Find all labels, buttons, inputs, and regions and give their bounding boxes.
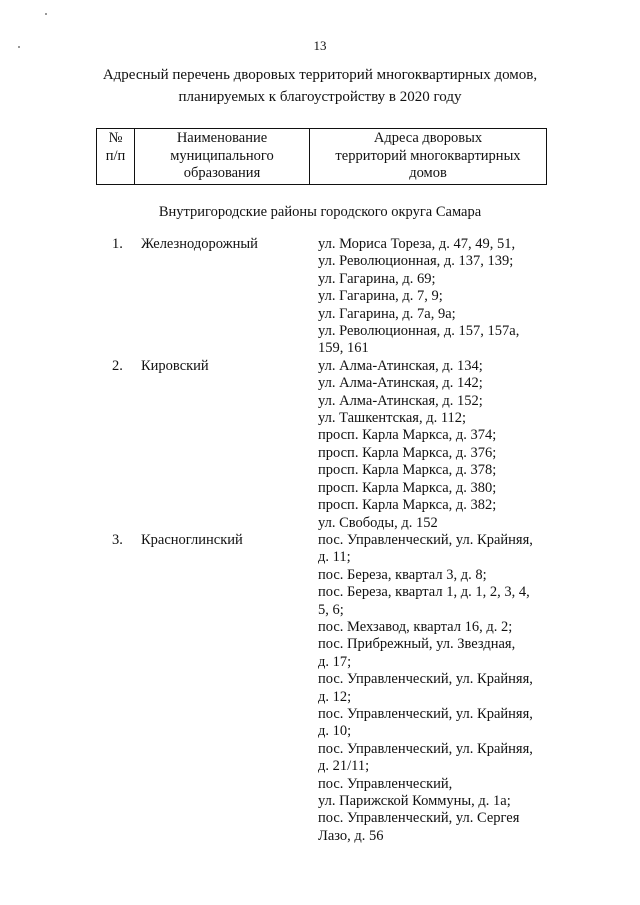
address-line: ул. Ташкентская, д. 112; bbox=[318, 410, 467, 427]
table-header-row bbox=[97, 129, 547, 185]
entry-number: 2. bbox=[112, 357, 123, 374]
entry-number: 3. bbox=[112, 531, 123, 548]
address-line: пос. Береза, квартал 3, д. 8; bbox=[318, 566, 487, 583]
address-line: пос. Управленческий, ул. Крайняя, bbox=[318, 705, 533, 722]
document-title-line: Адресный перечень дворовых территорий многоквартирных домов, bbox=[102, 67, 538, 83]
header-cell-municipality bbox=[135, 129, 310, 185]
address-line: просп. Карла Маркса, д. 376; bbox=[318, 444, 497, 461]
entry-district: Железнодорожный bbox=[141, 236, 258, 252]
address-line: ул. Революционная, д. 137, 139; bbox=[318, 253, 514, 270]
header-text: № bbox=[108, 130, 123, 146]
address-line: Лазо, д. 56 bbox=[318, 827, 384, 844]
address-list bbox=[318, 358, 558, 532]
address-line: ул. Гагарина, д. 7, 9; bbox=[318, 288, 443, 305]
header-cell-number bbox=[97, 129, 135, 185]
address-line: пос. Прибрежный, ул. Звездная, bbox=[318, 636, 516, 653]
address-line: 159, 161 bbox=[318, 340, 369, 357]
header-text: Наименование bbox=[176, 130, 268, 146]
section-heading: Внутригородские районы городского округа Самара bbox=[158, 204, 482, 220]
header-text: муниципального bbox=[170, 147, 274, 164]
address-line: д. 11; bbox=[318, 549, 351, 566]
address-line: ул. Свободы, д. 152 bbox=[318, 514, 438, 531]
address-line: ул. Мориса Тореза, д. 47, 49, 51, bbox=[318, 236, 516, 252]
address-line: просп. Карла Маркса, д. 374; bbox=[318, 427, 497, 444]
entry-number: 1. bbox=[112, 236, 123, 252]
address-line: пос. Мехзавод, квартал 16, д. 2; bbox=[318, 618, 513, 635]
column-header-table bbox=[96, 128, 547, 185]
address-line: ул. Гагарина, д. 69; bbox=[318, 270, 436, 287]
document-title-line: планируемых к благоустройству в 2020 году bbox=[178, 89, 462, 105]
address-line: просп. Карла Маркса, д. 382; bbox=[318, 497, 497, 514]
address-line: д. 12; bbox=[318, 688, 352, 705]
page-number: 13 bbox=[313, 38, 327, 53]
address-line: пос. Управленческий, ул. Крайняя, bbox=[318, 531, 533, 548]
address-line: просп. Карла Маркса, д. 378; bbox=[318, 462, 497, 479]
entry-district: Красноглинский bbox=[141, 531, 243, 548]
address-line: д. 17; bbox=[318, 653, 352, 670]
header-text: п/п bbox=[105, 147, 126, 164]
address-line: ул. Алма-Атинская, д. 152; bbox=[318, 392, 483, 409]
scan-speck bbox=[45, 13, 47, 15]
address-line: ул. Парижской Коммуны, д. 1а; bbox=[318, 793, 511, 809]
address-line: просп. Карла Маркса, д. 380; bbox=[318, 479, 497, 496]
header-text: Адреса дворовых bbox=[373, 130, 483, 146]
address-line: ул. Алма-Атинская, д. 142; bbox=[318, 375, 483, 392]
address-line: ул. Алма-Атинская, д. 134; bbox=[318, 357, 483, 374]
address-line: пос. Управленческий, ул. Крайняя, bbox=[318, 671, 533, 688]
address-line: ул. Революционная, д. 157, 157а, bbox=[318, 323, 520, 340]
entries-list bbox=[0, 236, 640, 845]
document-title bbox=[0, 64, 640, 108]
list-item bbox=[0, 236, 640, 358]
address-line: ул. Гагарина, д. 7а, 9а; bbox=[318, 305, 456, 322]
entry-district: Кировский bbox=[141, 357, 209, 374]
address-line: 5, 6; bbox=[318, 601, 344, 618]
address-list bbox=[318, 532, 558, 845]
address-line: пос. Управленческий, ул. Сергея bbox=[318, 810, 520, 827]
header-text: образования bbox=[183, 165, 261, 181]
header-text: домов bbox=[409, 165, 447, 181]
list-item bbox=[0, 358, 640, 532]
address-line: д. 10; bbox=[318, 723, 352, 740]
address-list bbox=[318, 236, 558, 358]
address-line: пос. Береза, квартал 1, д. 1, 2, 3, 4, bbox=[318, 584, 530, 601]
header-cell-addresses bbox=[310, 129, 547, 185]
address-line: пос. Управленческий, ул. Крайняя, bbox=[318, 740, 533, 757]
address-line: пос. Управленческий, bbox=[318, 775, 453, 792]
list-item bbox=[0, 532, 640, 845]
address-line: д. 21/11; bbox=[318, 758, 370, 775]
header-text: территорий многоквартирных bbox=[335, 147, 521, 164]
